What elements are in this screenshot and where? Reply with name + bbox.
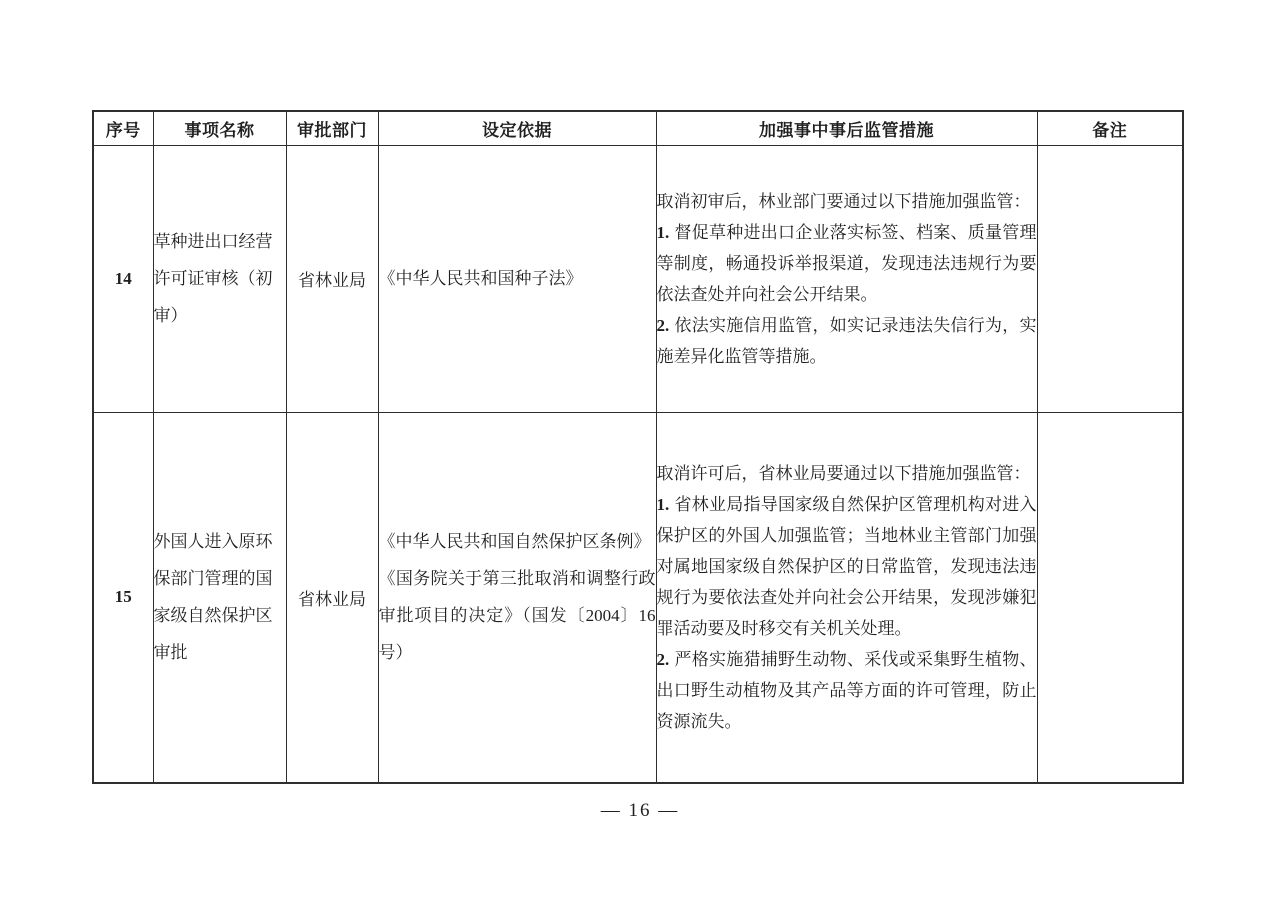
header-item-name: 事项名称 (153, 111, 286, 145)
row15-remark (1037, 412, 1183, 783)
row14-department: 省林业局 (286, 145, 378, 412)
header-remark: 备注 (1037, 111, 1183, 145)
row15-basis-line: 《中华人民共和国自然保护区条例》 (378, 532, 651, 552)
row15-basis-line: 《国务院关于第三批取消和调整行政审批项目的决定》（国发〔2004〕16 号） (378, 569, 656, 663)
page-number: — 16 — (600, 800, 680, 821)
header-seq: 序号 (93, 111, 153, 145)
row14-item-name: 草种进出口经营许可证审核（初审） (153, 145, 286, 412)
row15-measures-intro: 取消许可后，省林业局要通过以下措施加强监管： (656, 463, 1031, 483)
measure-number: 2. (656, 315, 670, 335)
row15-department: 省林业局 (286, 412, 378, 783)
row15-item-name: 外国人进入原环保部门管理的国家级自然保护区审批 (153, 412, 286, 783)
row14-measures-intro: 取消初审后，林业部门要通过以下措施加强监管： (656, 191, 1031, 211)
measure-text: 严格实施猎捕野生动物、采伐或采集野生植物、出口野生动植物及其产品等方面的许可管理，防止资源流失。 (656, 649, 1037, 731)
header-department: 审批部门 (286, 111, 378, 145)
measure-number: 1. (656, 494, 670, 514)
header-measures: 加强事中事后监管措施 (656, 111, 1037, 145)
supervision-measures-table (92, 110, 1184, 784)
table-row (93, 412, 1183, 783)
measure-number: 1. (656, 222, 670, 242)
measure-text: 督促草种进出口企业落实标签、档案、质量管理等制度，畅通投诉举报渠道，发现违法违规行为要依法查处并向社会公开结果。 (656, 222, 1037, 304)
table-row (93, 145, 1183, 412)
row14-remark (1037, 145, 1183, 412)
measure-number: 2. (656, 649, 670, 669)
measure-text: 依法实施信用监管，如实记录违法失信行为，实施差异化监管等措施。 (656, 315, 1037, 366)
row15-measure-item (657, 644, 1037, 737)
row15-measures (656, 412, 1037, 783)
row15-measure-item (657, 489, 1037, 644)
row14-basis (378, 145, 656, 412)
row14-measure-item (657, 217, 1037, 310)
table-header-row (93, 111, 1183, 145)
measure-text: 省林业局指导国家级自然保护区管理机构对进入保护区的外国人加强监管；当地林业主管部门加强对属地国家级自然保护区的日常监管，发现违法违规行为要依法查处并向社会公开结果，发现涉嫌犯罪活动要及时移交有关机关处理。 (656, 494, 1037, 638)
row14-seq: 14 (93, 145, 153, 412)
row14-basis-line: 《中华人民共和国种子法》 (378, 269, 583, 288)
row15-basis (378, 412, 656, 783)
row14-measures (656, 145, 1037, 412)
header-basis: 设定依据 (378, 111, 656, 145)
row14-measure-item (657, 310, 1037, 372)
row15-seq: 15 (93, 412, 153, 783)
